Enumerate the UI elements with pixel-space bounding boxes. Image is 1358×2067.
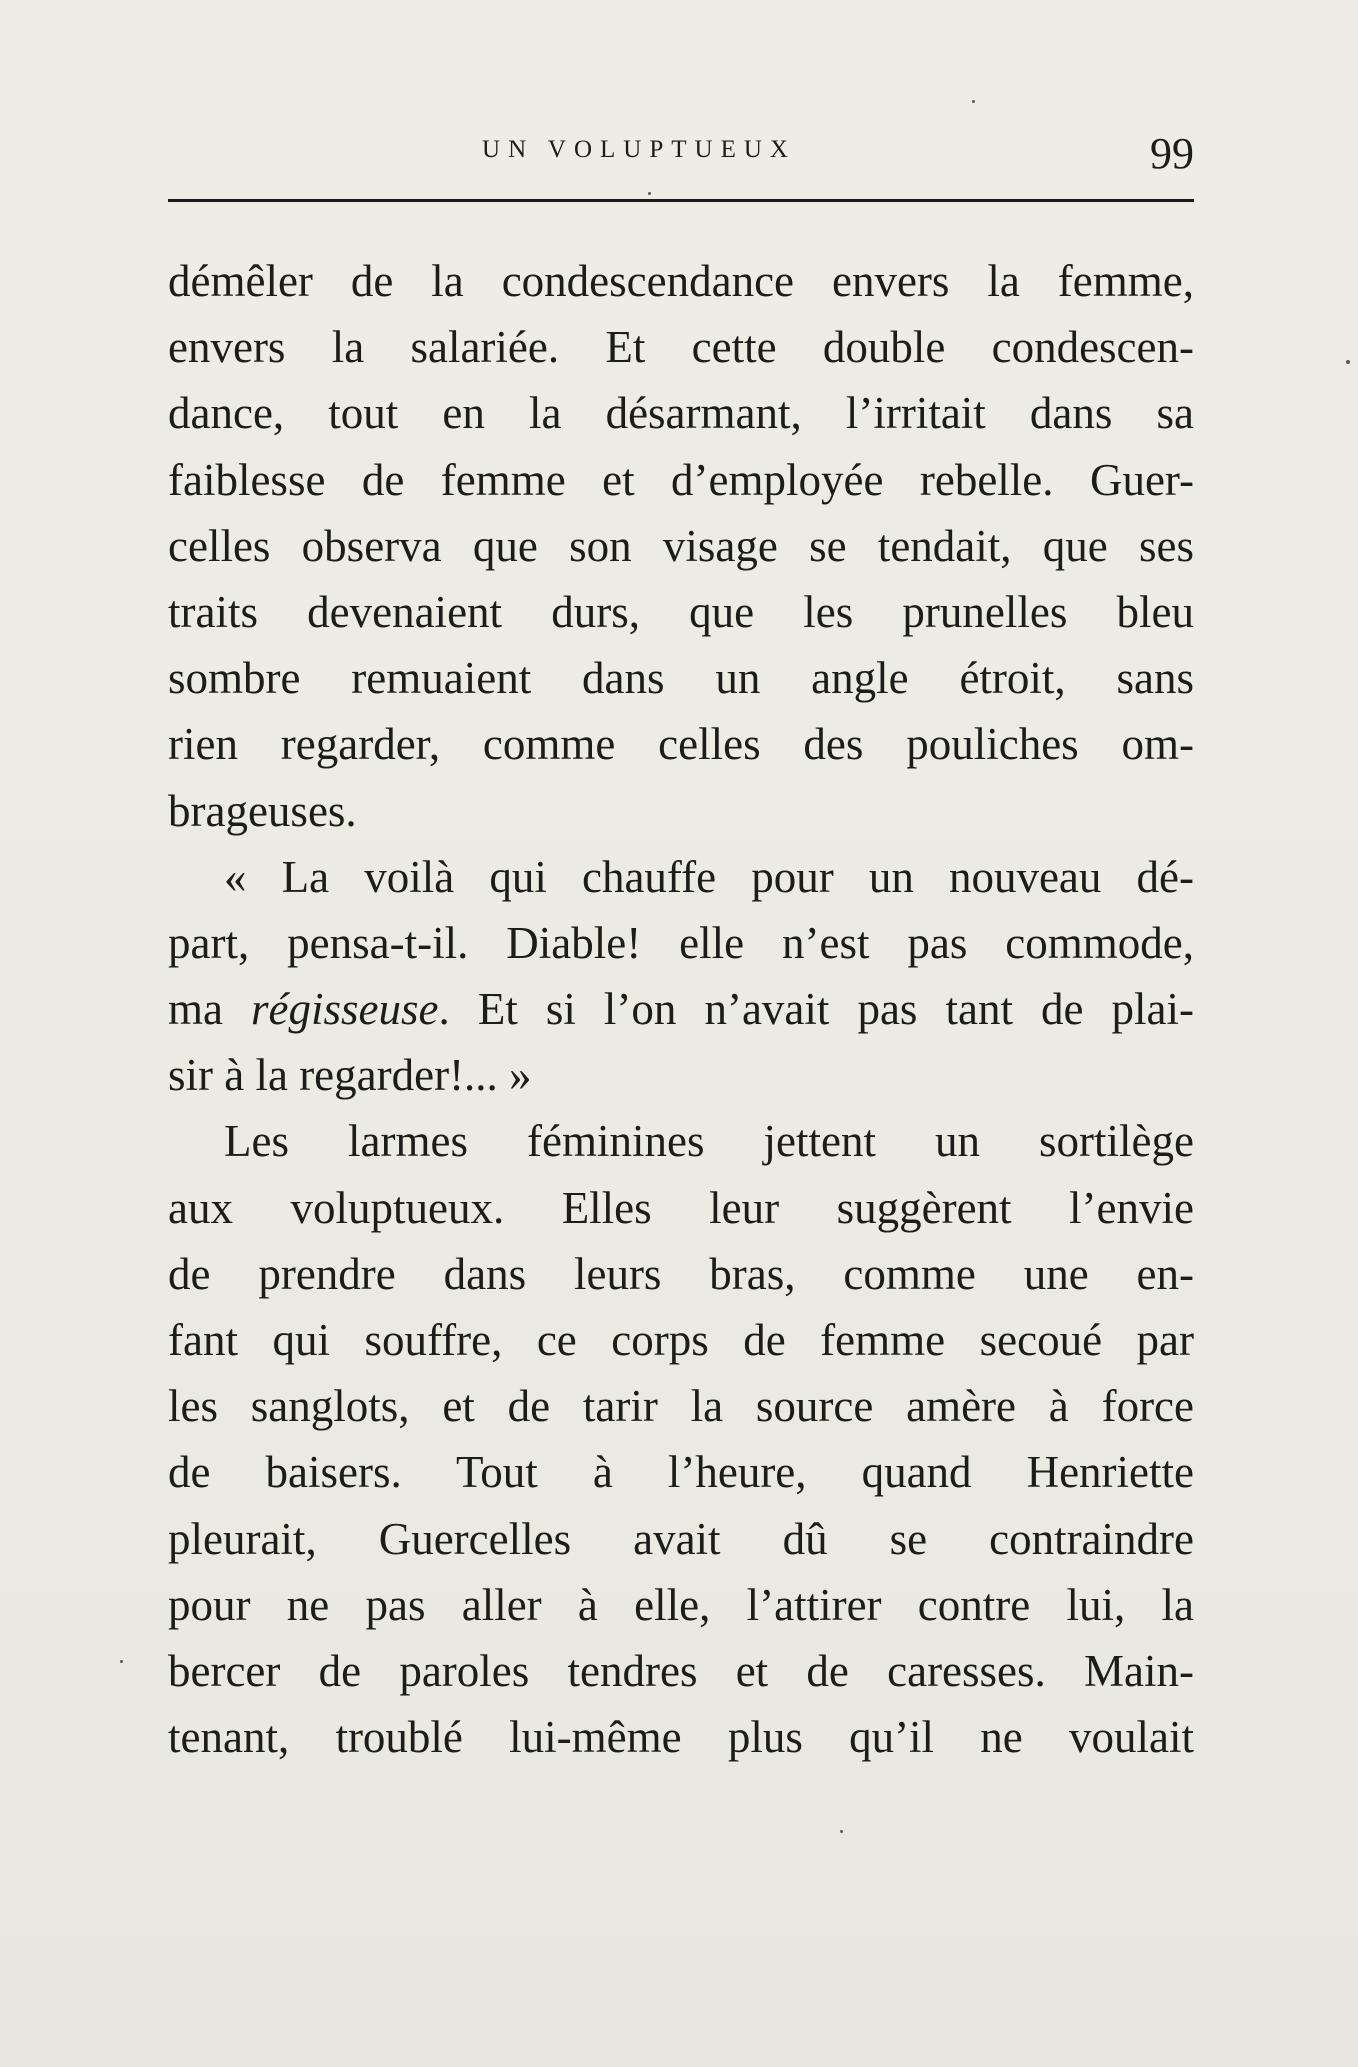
running-head xyxy=(168,128,1194,178)
text-line: démêler de la condescendance envers la femme, xyxy=(168,256,1194,306)
running-title xyxy=(168,136,1194,164)
text-line: fant qui souffre, ce corps de femme secoué par xyxy=(168,1315,1194,1365)
text-line: aux voluptueux. Elles leur suggèrent l’envie xyxy=(168,1182,1194,1233)
text-line: sir à la regarder!... » xyxy=(168,1050,532,1101)
text-line: faiblesse de femme et d’employée rebelle. Guer- xyxy=(168,454,1194,505)
text-line: part, pensa-t-il. Diable! elle n’est pas commode, xyxy=(168,917,1194,968)
paper-speck xyxy=(648,192,651,195)
line-text-before: ma xyxy=(168,984,252,1035)
text-line: les sanglots, et de tarir la source amère à force xyxy=(168,1381,1194,1432)
text-line: de prendre dans leurs bras, comme une en- xyxy=(168,1248,1194,1299)
text-line: tenant, troublé lui-même plus qu’il ne voulait xyxy=(168,1712,1194,1763)
paper-speck xyxy=(120,1660,123,1663)
text-line: bercer de paroles tendres et de caresses. Main- xyxy=(168,1645,1194,1696)
italic-word: régisseuse xyxy=(251,984,439,1035)
text-line: traits devenaient durs, que les prunelles bleu xyxy=(168,586,1194,637)
text-line: sombre remuaient dans un angle étroit, sans xyxy=(168,653,1194,704)
text-line: pour ne pas aller à elle, l’attirer contre lui, la xyxy=(168,1579,1194,1630)
text-line: pleurait, Guercelles avait dû se contraindre xyxy=(168,1513,1194,1564)
header-rule xyxy=(168,199,1194,202)
paper-speck xyxy=(972,100,975,103)
text-line: rien regarder, comme celles des pouliches om- xyxy=(168,719,1194,770)
text-line: de baisers. Tout à l’heure, quand Henriette xyxy=(168,1447,1194,1498)
paper-speck xyxy=(1346,360,1350,364)
text-line: envers la salariée. Et cette double condescen- xyxy=(168,322,1194,373)
body-text xyxy=(168,248,1194,1770)
paper-speck xyxy=(840,1830,843,1833)
text-line-with-italic xyxy=(168,976,1194,1042)
line-text-after: . Et si l’on n’avait pas tant de plai- xyxy=(438,984,1194,1035)
page-number: 99 xyxy=(1150,129,1194,178)
text-line: brageuses. xyxy=(168,785,357,836)
text-line: Les larmes féminines jettent un sortilège xyxy=(224,1116,1194,1167)
text-line: celles observa que son visage se tendait, que ses xyxy=(168,520,1194,571)
text-line: « La voilà qui chauffe pour un nouveau dé- xyxy=(224,851,1194,902)
text-line: dance, tout en la désarmant, l’irritait dans sa xyxy=(168,388,1194,439)
running-title-text: UN VOLUPTUEUX xyxy=(482,136,796,163)
